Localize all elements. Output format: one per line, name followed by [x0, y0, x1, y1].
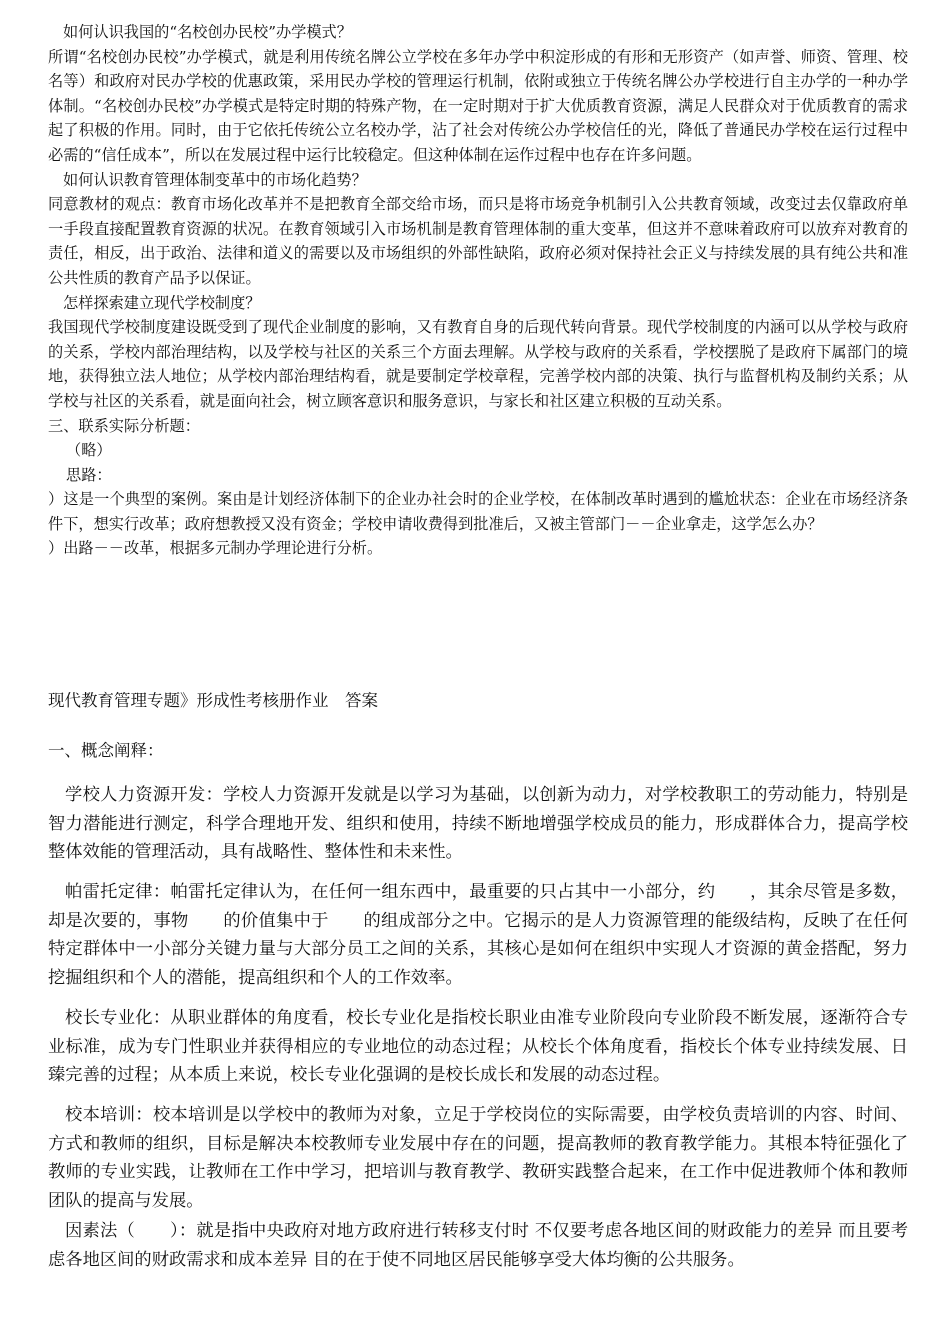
- concept-factor-method: 因素法（ ）：就是指中央政府对地方政府进行转移支付时 不仅要考虑各地区间的财政能力的差异 而且要考虑各地区间的财政需求和成本差异 目的在于使不同地区居民能够享受大体均衡的公共服务。: [48, 1221, 908, 1270]
- concept-principal-professionalization: 校长专业化：从职业群体的角度看，校长专业化是指校长职业由准专业阶段向专业阶段不断发展，逐渐符合专业标准，成为专门性职业并获得相应的专业地位的动态过程；从校长个体角度看，指校长个体专业持续发展、日臻完善的过程；从本质上来说，校长专业化强调的是校长成长和发展的动态过程。: [48, 1008, 908, 1085]
- answer-section-part1: [48, 20, 908, 561]
- omitted-note: （略）: [66, 441, 112, 460]
- question-1: 如何认识我国的“名校创办民校”办学模式？: [63, 23, 352, 41]
- concept-pareto: [48, 878, 908, 992]
- question-3: 怎样探索建立现代学校制度？: [63, 293, 261, 312]
- assignment-title: 现代教育管理专题》形成性考核册作业 答案: [48, 691, 378, 710]
- thinking-label: 思路：: [66, 465, 112, 484]
- pareto-text-c: 的价值集中于: [223, 910, 329, 931]
- analysis-point-1: ）这是一个典型的案例。案由是计划经济体制下的企业办社会时的企业学校，在体制改革时遇到的尴尬状态：企业在市场经济条件下，想实行改革；政府想教授又没有资金；学校申请收费得到批准后，又被主管部门－－企业拿走，这学怎么办？: [48, 490, 908, 533]
- question-2: 如何认识教育管理体制变革中的市场化趋势？: [63, 170, 367, 189]
- analysis-point-2: ）出路－－改革，根据多元制办学理论进行分析。: [48, 539, 383, 558]
- section-3-heading: 三、联系实际分析题：: [48, 416, 200, 435]
- concept-hr-development: 学校人力资源开发：学校人力资源开发就是以学习为基础，以创新为动力，对学校教职工的劳动能力，特别是智力潜能进行测定，科学合理地开发、组织和使用，持续不断地增强学校成员的能力，形成群体合力，提高学校整体效能的管理活动，具有战略性、整体性和未来性。: [48, 785, 908, 862]
- pareto-text-d: 的组成部分之中。它揭示的是人力资源管理的能级结构，反映了在任何特定群体中一小部分关键力量与大部分员工之间的关系，其核心是如何在组织中实现人才资源的黄金搭配，努力挖掘组织和个人的潜能，提高组织和个人的工作效率。: [48, 910, 908, 988]
- answer-2: 同意教材的观点：教育市场化改革并不是把教育全部交给市场，而只是将市场竞争机制引入公共教育领域，改变过去仅靠政府单一手段直接配置教育资源的状况。在教育领域引入市场机制是教育管理体制的重大变革，但这并不意味着政府可以放弃对教育的责任，相反，出于政治、法律和道义的需要以及市场组织的外部性缺陷，政府必须对保持社会正义与持续发展的具有纯公共和准公共性质的教育产品予以保证。: [48, 195, 908, 287]
- answer-1: 所谓“名校创办民校”办学模式，就是利用传统名牌公立学校在多年办学中积淀形成的有形和无形资产（如声誉、师资、管理、校名等）和政府对民办学校的优惠政策，采用民办学校的管理运行机制，依附或独立于传统名牌公办学校进行自主办学的一种办学体制。“名校创办民校”办学模式是特定时期的特殊产物，在一定时期对于扩大优质教育资源，满足人民群众对于优质教育的需求起了积极的作用。同时，由于它依托传统公立名校办学，沾了社会对传统公办学校信任的光，降低了普通民办学校在运行过程中必需的“信任成本”，所以在发展过程中运行比较稳定。但这种体制在运作过程中也存在许多问题。: [48, 47, 908, 164]
- answer-3: 我国现代学校制度建设既受到了现代企业制度的影响，又有教育自身的后现代转向背景。现代学校制度的内涵可以从学校与政府的关系，学校内部治理结构，以及学校与社区的关系三个方面去理解。从学校与政府的关系看，学校摆脱了是政府下属部门的境地，获得独立法人地位；从学校内部治理结构看，就是要制定学校章程，完善学校内部的决策、执行与监督机构及制约关系；从学校与社区的关系看，就是面向社会，树立顾客意识和服务意识，与家长和社区建立积极的互动关系。: [48, 318, 908, 410]
- concept-heading: 一、概念阐释：: [48, 741, 164, 760]
- pareto-text-b: ，其余尽管是多数，却是次要的，事物: [48, 882, 908, 931]
- concept-school-based-training: 校本培训：校本培训是以学校中的教师为对象，立足于学校岗位的实际需要，由学校负责培训的内容、时间、方式和教师的组织，目标是解决本校教师专业发展中存在的问题，提高教师的教育教学能力。其根本特征强化了教师的专业实践，让教师在工作中学习，把培训与教育教学、教研实践整合起来，在工作中促进教师个体和教师团队的提高与发展。: [48, 1105, 908, 1211]
- pareto-text-a: 帕雷托定律：帕雷托定律认为，在任何一组东西中，最重要的只占其中一小部分，约: [65, 882, 716, 902]
